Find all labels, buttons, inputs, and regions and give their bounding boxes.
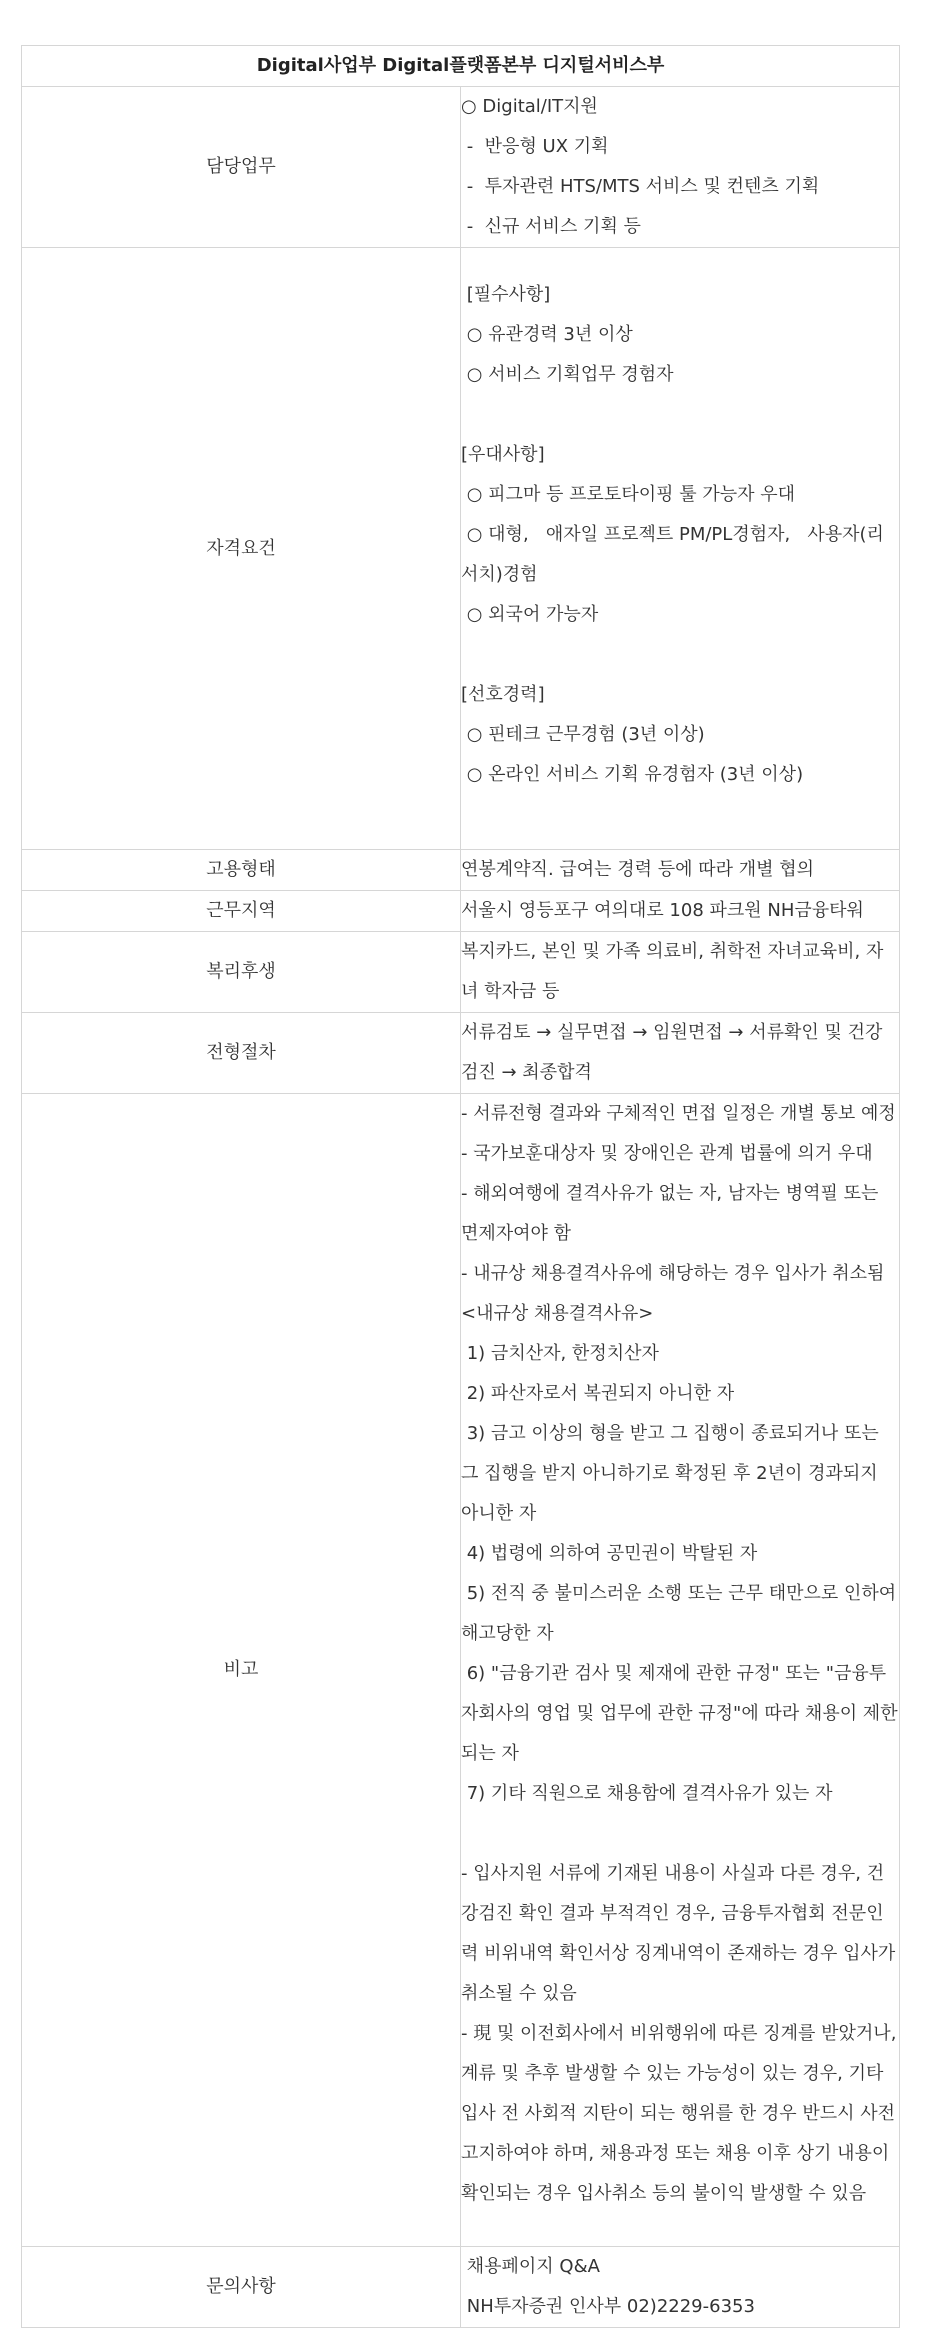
- duties-line: ○ Digital/IT지원: [461, 96, 598, 117]
- duties-line: - 투자관련 HTS/MTS 서비스 및 컨텐츠 기획: [461, 176, 820, 197]
- preferred-item: ○ 피그마 등 프로토타이핑 툴 가능자 우대: [461, 484, 795, 505]
- disqualification-item: 2) 파산자로서 복권되지 아니한 자: [461, 1383, 735, 1404]
- remarks-row: [22, 1094, 900, 2247]
- remark-note: - 해외여행에 결격사유가 없는 자, 남자는 병역필 또는 면제자여야 함: [461, 1183, 885, 1244]
- remark-note: - 국가보훈대상자 및 장애인은 관계 법률에 의거 우대: [461, 1143, 873, 1164]
- employment-label: 고용형태: [22, 850, 461, 891]
- disqualification-item: 6) "금융기관 검사 및 제재에 관한 규정" 또는 "금융투자회사의 영업 및 업무에 관한 규정"에 따라 채용이 제한되는 자: [461, 1663, 898, 1764]
- contact-label: 문의사항: [22, 2247, 461, 2328]
- process-label: 전형절차: [22, 1013, 461, 1094]
- employment-row: [22, 850, 900, 891]
- contact-content: [461, 2247, 900, 2328]
- disqualification-title: <내규상 채용결격사유>: [461, 1303, 654, 1324]
- career-item: ○ 온라인 서비스 기획 유경험자 (3년 이상): [461, 764, 804, 785]
- duties-line: - 신규 서비스 기획 등: [461, 216, 641, 237]
- preferred-title: [우대사항]: [461, 444, 545, 465]
- required-item: ○ 유관경력 3년 이상: [461, 324, 633, 345]
- remarks-content: [461, 1094, 903, 2247]
- contact-line: 채용페이지 Q&A: [461, 2256, 600, 2277]
- spacer: [461, 1814, 899, 1854]
- disqualification-item: 5) 전직 중 불미스러운 소행 또는 근무 태만으로 인하여 해고당한 자: [461, 1583, 902, 1644]
- benefits-label: 복리후생: [22, 932, 461, 1013]
- location-value: 서울시 영등포구 여의대로 108 파크원 NH금융타워: [461, 891, 900, 932]
- disqualification-item: 7) 기타 직원으로 채용함에 결격사유가 있는 자: [461, 1783, 833, 1804]
- job-info-table: [21, 45, 903, 2328]
- header-row: [22, 46, 900, 87]
- career-title: [선호경력]: [461, 684, 545, 705]
- qualifications-label: 자격요건: [22, 248, 461, 850]
- disqualification-item: 4) 법령에 의하여 공민권이 박탈된 자: [461, 1543, 758, 1564]
- duties-line: - 반응형 UX 기획: [461, 136, 609, 157]
- duties-content: [461, 87, 900, 248]
- duties-row: [22, 87, 900, 248]
- required-item: ○ 서비스 기획업무 경험자: [461, 364, 674, 385]
- preferred-item: ○ 대형, 애자일 프로젝트 PM/PL경험자, 사용자(리서치)경험: [461, 524, 884, 585]
- disqualification-item: 3) 금고 이상의 형을 받고 그 집행이 종료되거나 또는 그 집행을 받지 아니하기로 확정된 후 2년이 경과되지 아니한 자: [461, 1423, 885, 1524]
- preferred-item: ○ 외국어 가능자: [461, 604, 599, 625]
- qualifications-content: [461, 248, 900, 850]
- cancel-note: - 現 및 이전회사에서 비위행위에 따른 징계를 받았거나, 계류 및 추후 발생할 수 있는 가능성이 있는 경우, 기타 입사 전 사회적 지탄이 되는 행위를 한 경우 반드시 사전 고지하여야 하며, 채용과정 또는 채용 이후 상기 내용이 확인되는 경우 입사취소 등의 불이익 발생할 수 있음: [461, 2023, 903, 2204]
- duties-label: 담당업무: [22, 87, 461, 248]
- contact-row: [22, 2247, 900, 2328]
- qualifications-row: [22, 248, 900, 850]
- cancel-note: - 입사지원 서류에 기재된 내용이 사실과 다른 경우, 건강검진 확인 결과 부적격인 경우, 금융투자협회 전문인력 비위내역 확인서상 징계내역이 존재하는 경우 입사가 취소될 수 있음: [461, 1863, 901, 2004]
- employment-value: 연봉계약직. 급여는 경력 등에 따라 개별 협의: [461, 850, 900, 891]
- remark-note: - 내규상 채용결격사유에 해당하는 경우 입사가 취소됨: [461, 1263, 885, 1284]
- process-value: 서류검토 → 실무면접 → 임원면접 → 서류확인 및 건강검진 → 최종합격: [461, 1013, 900, 1094]
- remarks-label: 비고: [22, 1094, 461, 2247]
- benefits-row: [22, 932, 900, 1013]
- spacer: [461, 795, 899, 849]
- required-title: [필수사항]: [461, 284, 551, 305]
- spacer: [461, 635, 899, 675]
- location-label: 근무지역: [22, 891, 461, 932]
- remark-note: - 서류전형 결과와 구체적인 면접 일정은 개별 통보 예정: [461, 1103, 896, 1124]
- location-row: [22, 891, 900, 932]
- benefits-value: 복지카드, 본인 및 가족 의료비, 취학전 자녀교육비, 자녀 학자금 등: [461, 932, 900, 1013]
- contact-line: NH투자증권 인사부 02)2229-6353: [461, 2296, 755, 2317]
- disqualification-item: 1) 금치산자, 한정치산자: [461, 1343, 659, 1364]
- spacer: [461, 395, 899, 435]
- department-title: Digital사업부 Digital플랫폼본부 디지털서비스부: [22, 46, 900, 87]
- process-row: [22, 1013, 900, 1094]
- career-item: ○ 핀테크 근무경험 (3년 이상): [461, 724, 705, 745]
